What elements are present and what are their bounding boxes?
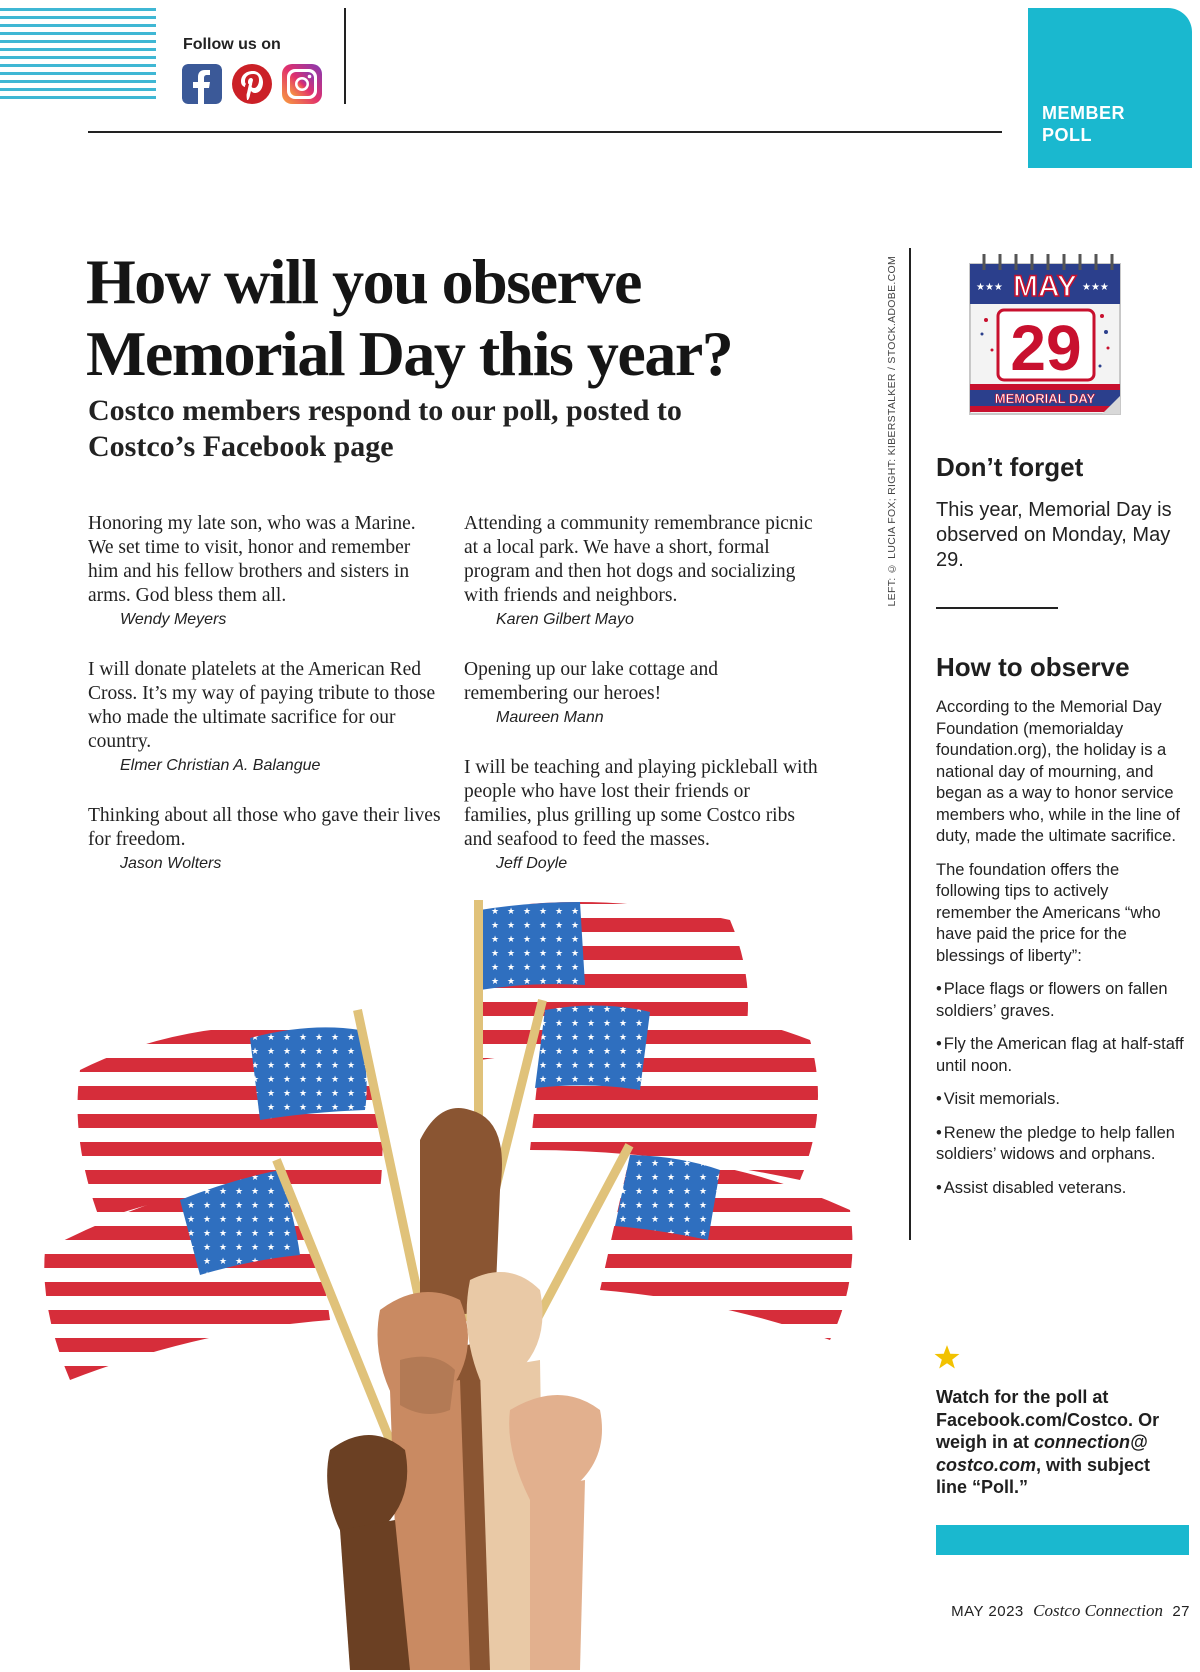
instagram-icon[interactable]: [282, 64, 322, 104]
flags-hands-illustration: [40, 890, 920, 1670]
calendar-day: 29: [1010, 312, 1082, 384]
page-title: How will you observe Memorial Day this year?: [86, 246, 733, 389]
calendar-month: MAY: [1013, 270, 1077, 303]
poll-call-to-action: [936, 1386, 1186, 1499]
dont-forget-text: This year, Memorial Day is observed on Monday, May 29.: [936, 499, 1172, 571]
how-paragraph: According to the Memorial Day Foundation (memorialday foundation.org), the holiday is a national day of mourning, and began as a way to honor service members who, while in the line of duty, made the ultimate sacrifice.: [936, 698, 1180, 845]
response-author: Wendy Meyers: [120, 611, 227, 628]
cta-email-link[interactable]: connection@ costco.com: [936, 1432, 1148, 1475]
response-text: I will be teaching and playing pickleball with people who have lost their friends or families, plus grilling up some Costco ribs and seafood to feed the masses.: [464, 757, 818, 850]
tips-list: [936, 979, 1186, 1199]
response-item: [464, 658, 819, 728]
calendar-icon: [962, 250, 1130, 430]
how-paragraph: The foundation offers the following tips to actively remember the Americans “who have paid the price for the blessings of liberty”:: [936, 860, 1161, 965]
response-author: Elmer Christian A. Balangue: [120, 757, 321, 774]
how-to-observe-heading: How to observe: [936, 652, 1130, 682]
response-author: Karen Gilbert Mayo: [496, 611, 634, 628]
tip-item: • Assist disabled veterans.: [936, 1178, 1186, 1200]
response-author: Jeff Doyle: [496, 855, 568, 872]
response-item: [88, 804, 443, 874]
response-item: [88, 512, 443, 630]
footer-magazine: Costco Connection: [1033, 1601, 1163, 1620]
tip-item: • Fly the American flag at half-staff until noon.: [936, 1034, 1186, 1077]
response-author: Maureen Mann: [496, 709, 604, 726]
response-text: Thinking about all those who gave their lives for freedom.: [88, 805, 441, 850]
tip-item: • Visit memorials.: [936, 1089, 1186, 1111]
svg-text:★★★: ★★★: [976, 282, 1003, 293]
header-divider: [344, 8, 346, 104]
response-item: [464, 756, 819, 874]
section-tab: [1028, 8, 1192, 168]
calendar-caption: MEMORIAL DAY: [994, 391, 1096, 406]
footer-issue: MAY 2023: [951, 1603, 1024, 1620]
star-icon: [934, 1344, 960, 1370]
responses-right-column: [464, 512, 819, 902]
tip-item: • Renew the pledge to help fallen soldiers’ widows and orphans.: [936, 1123, 1186, 1166]
accent-bar: [936, 1525, 1189, 1555]
response-item: [464, 512, 819, 630]
svg-text:★★★: ★★★: [1082, 282, 1109, 293]
section-tab-label: MEMBER POLL: [1042, 103, 1125, 145]
header-rule: [88, 131, 1002, 133]
photo-credit: LEFT: © LUCIA FOX; RIGHT: KIBERSTALKER / STOCK.ADOBE.COM: [886, 256, 898, 607]
response-item: [88, 658, 443, 776]
response-text: Attending a community remembrance picnic at a local park. We have a short, formal program and then hot dogs and socializing with friends and neighbors.: [464, 513, 813, 606]
page-footer: [920, 1601, 1190, 1621]
tip-item: • Place flags or flowers on fallen soldiers’ graves.: [936, 979, 1186, 1022]
response-text: Honoring my late son, who was a Marine. We set time to visit, honor and remember him and his fellow brothers and sisters in arms. God bless them all.: [88, 513, 416, 606]
response-text: I will donate platelets at the American Red Cross. It’s my way of paying tribute to those who made the ultimate sacrifice for our country.: [88, 659, 436, 752]
response-author: Jason Wolters: [120, 855, 222, 872]
decorative-stripes: [0, 8, 156, 104]
response-text: Opening up our lake cottage and remembering our heroes!: [464, 659, 718, 704]
responses-left-column: [88, 512, 443, 902]
cta-or: Or weigh in at: [936, 1409, 1160, 1452]
sidebar-rule: [936, 607, 1058, 609]
pinterest-icon[interactable]: [232, 64, 272, 104]
dont-forget-heading: Don’t forget: [936, 452, 1084, 482]
cta-tail: , with subject line “Poll.”: [936, 1454, 1151, 1497]
footer-page-number: 27: [1172, 1603, 1190, 1620]
follow-us-label: Follow us on: [183, 36, 281, 53]
subheadline: Costco members respond to our poll, posted to Costco’s Facebook page: [88, 394, 682, 463]
cta-line: Watch for the poll at Facebook.com/Costco.: [936, 1387, 1134, 1430]
how-to-observe-body: [936, 697, 1186, 1211]
facebook-icon[interactable]: [182, 64, 222, 104]
